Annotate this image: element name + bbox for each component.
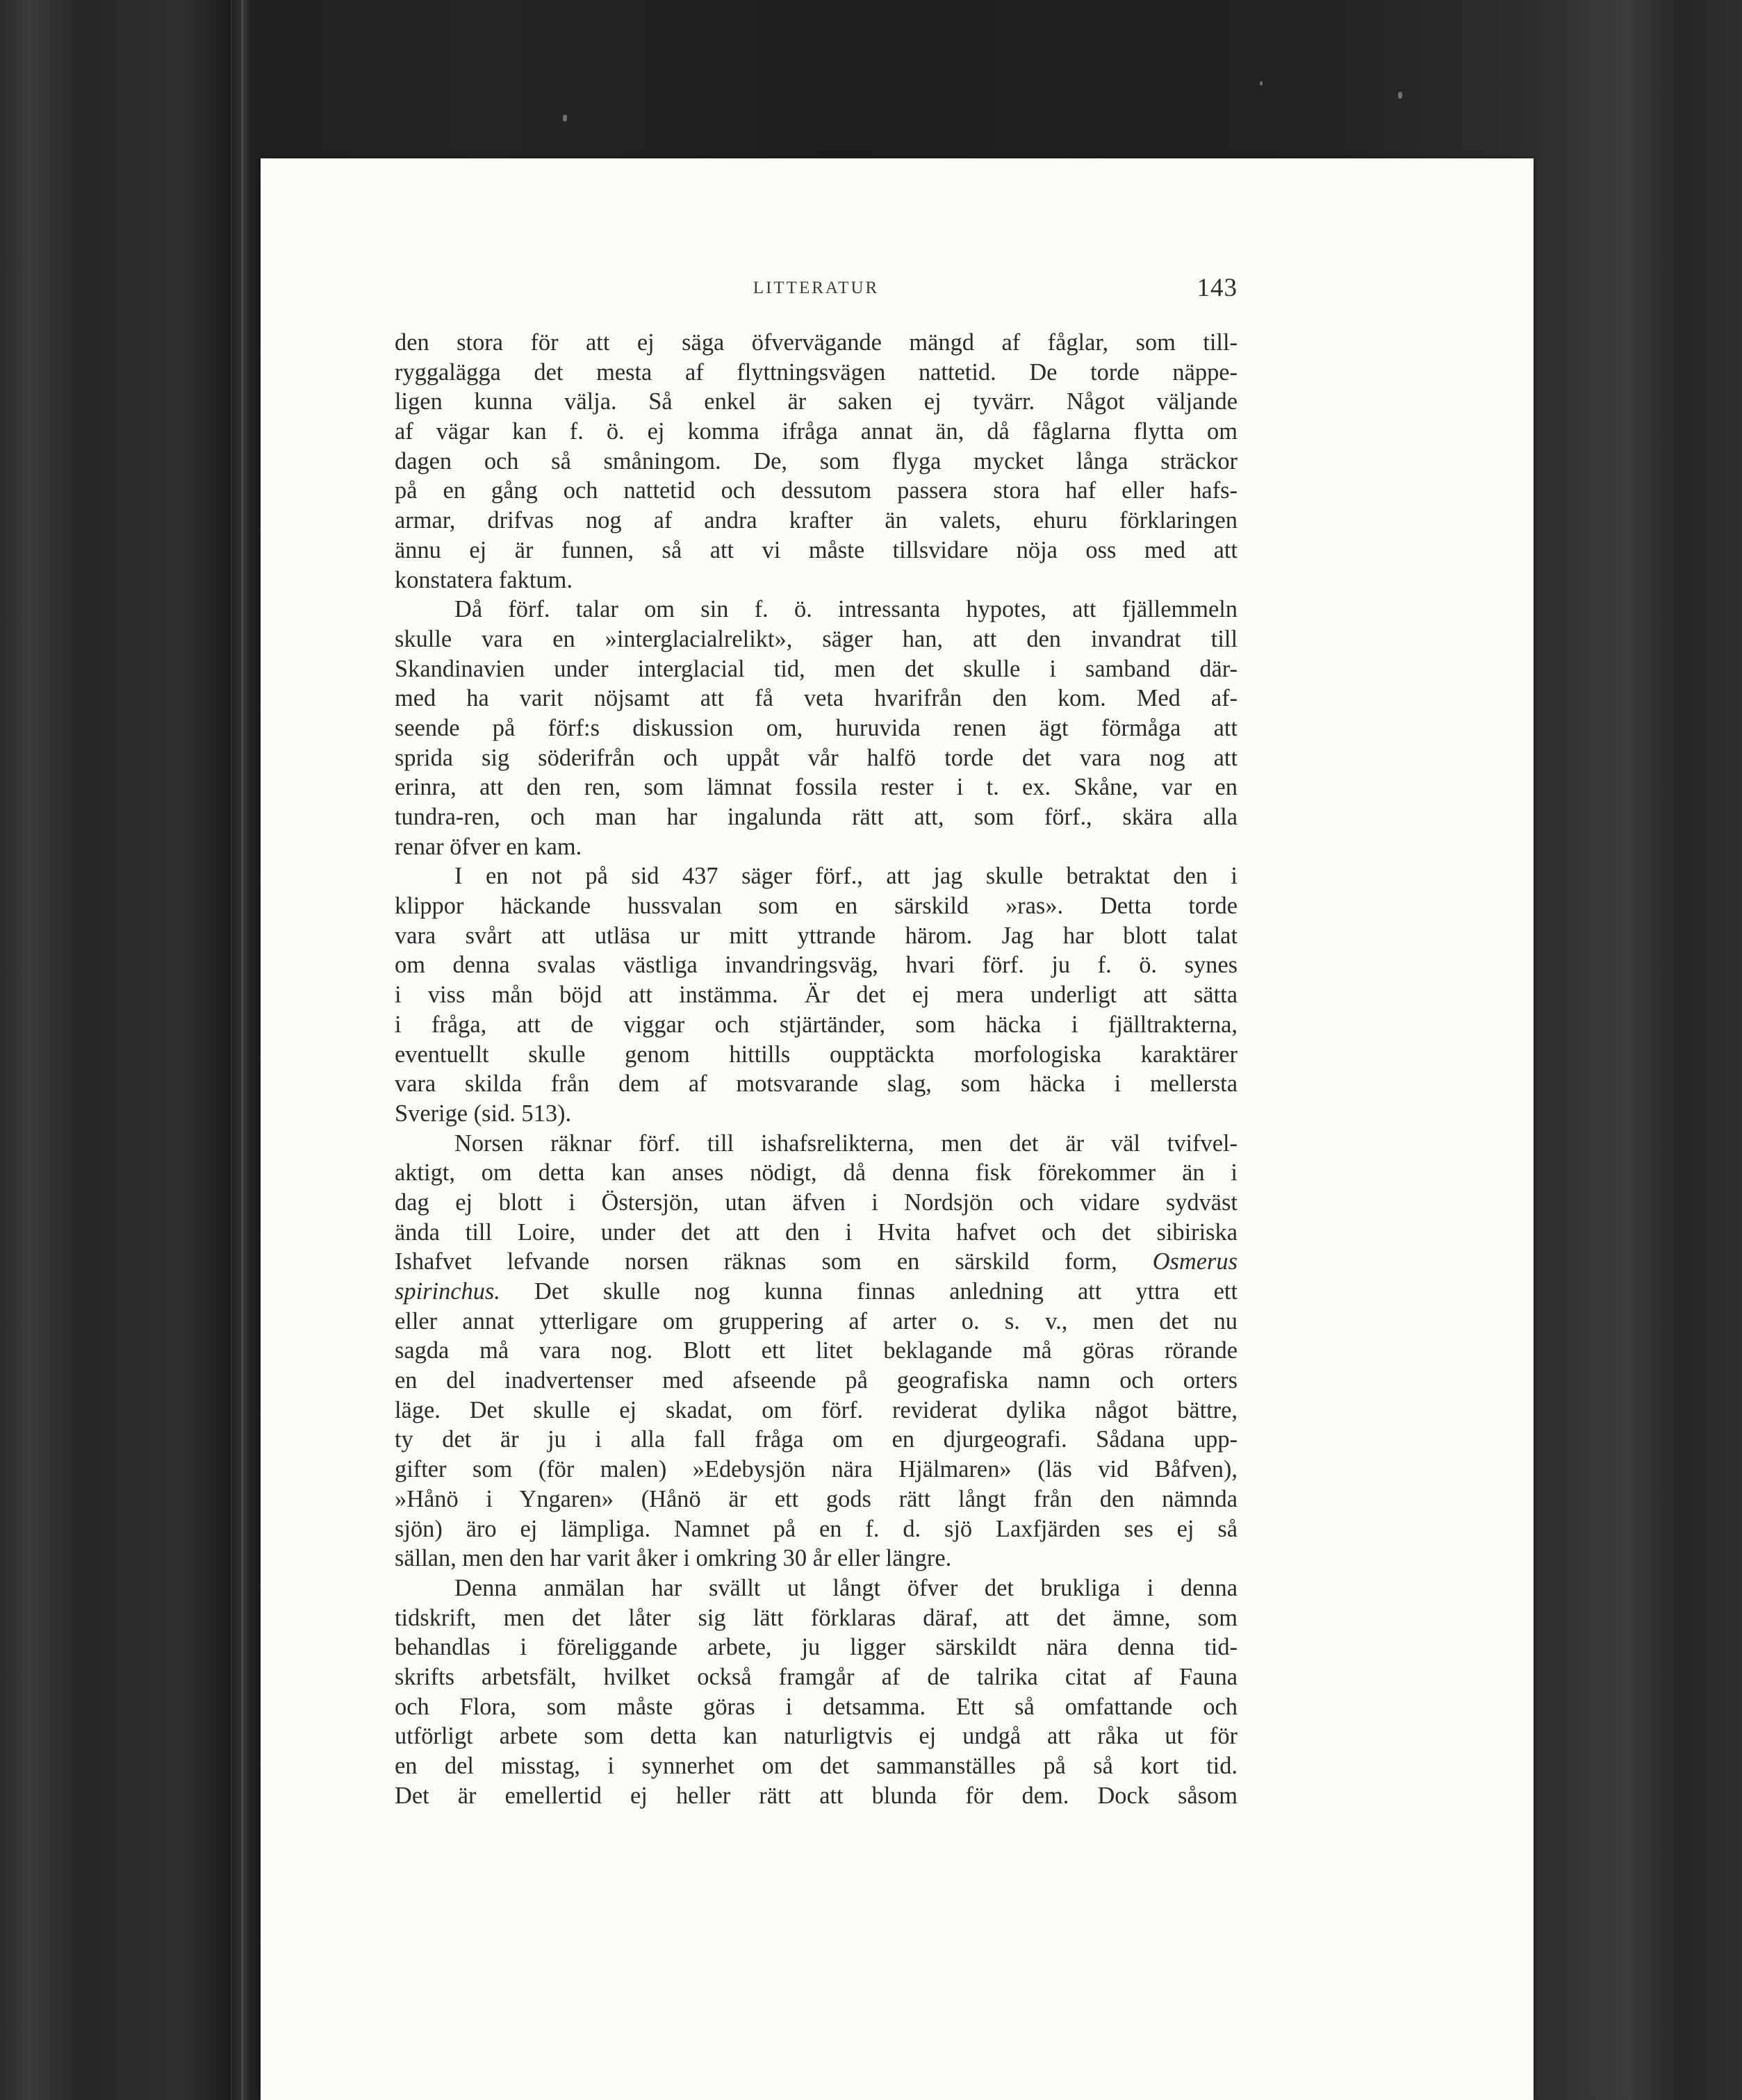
- text-line: [395, 1366, 1238, 1396]
- line-text: Det är emellertid ej heller rätt att blunda för dem. Dock såsom: [395, 1782, 1238, 1809]
- text-line: [395, 625, 1238, 654]
- line-text: gifter som (för malen) »Edebysjön nära Hjälmaren» (läs vid Båfven),: [395, 1456, 1238, 1483]
- line-text: i viss mån böjd att instämma. Är det ej mera underligt att sätta: [395, 982, 1238, 1009]
- text-line: [395, 684, 1238, 713]
- line-text: dagen och så småningom. De, som flyga mycket långa sträckor: [395, 447, 1238, 474]
- text-line: [395, 1632, 1238, 1662]
- text-line: [395, 1069, 1238, 1099]
- text-line: [395, 1188, 1238, 1218]
- text-line: [395, 1158, 1238, 1188]
- text-line: [395, 921, 1238, 951]
- line-text: eventuellt skulle genom hittills oupptäckta morfologiska karaktärer: [395, 1041, 1238, 1068]
- line-text: en del inadvertenser med afseende på geografiska namn och orters: [395, 1367, 1238, 1394]
- text-line: [395, 1099, 1238, 1129]
- scan-speck: [1260, 81, 1263, 85]
- line-text: af vägar kan f. ö. ej komma ifråga annat än, då fåglarna flytta om: [395, 418, 1238, 445]
- text-line: [395, 1277, 1238, 1307]
- text-line: [395, 417, 1238, 447]
- line-text: Denna anmälan har svällt ut långt öfver det brukliga i denna: [454, 1574, 1238, 1601]
- running-head-title: LITTERATUR: [753, 279, 880, 297]
- line-text: Det skulle nog kunna finnas anledning att yttra ett: [500, 1278, 1238, 1305]
- text-line: [395, 476, 1238, 506]
- line-text: aktigt, om detta kan anses nödigt, då denna fisk förekommer än i: [395, 1159, 1238, 1187]
- text-line: [395, 358, 1238, 388]
- text-line: [395, 861, 1238, 891]
- text-line: [395, 1485, 1238, 1514]
- line-text: Norsen räknar förf. till ishafsrelikterna, men det är väl tvifvel-: [454, 1130, 1238, 1157]
- document-page: [261, 158, 1534, 2100]
- text-line: [395, 1721, 1238, 1751]
- text-line: [395, 713, 1238, 743]
- italic-text: spirinchus.: [395, 1278, 500, 1305]
- scan-edge-line: [241, 0, 243, 2100]
- line-text: sagda må vara nog. Blott ett litet beklagande må göras rörande: [395, 1337, 1238, 1364]
- line-text: ligen kunna välja. Så enkel är saken ej tyvärr. Något väljande: [395, 388, 1238, 415]
- line-text: vara skilda från dem af motsvarande slag, som häcka i mellersta: [395, 1070, 1238, 1098]
- line-text: tundra-ren, och man har ingalunda rätt att, som förf., skära alla: [395, 804, 1238, 830]
- text-line: [395, 950, 1238, 980]
- line-text: erinra, att den ren, som lämnat fossila rester i t. ex. Skåne, var en: [395, 774, 1238, 801]
- text-line: [395, 654, 1238, 684]
- line-text: med ha varit nöjsamt att få veta hvarifrån den kom. Med af-: [395, 685, 1238, 712]
- line-text: klippor häckande hussvalan som en särskild »ras». Detta torde: [395, 893, 1238, 920]
- text-line: [395, 1692, 1238, 1722]
- line-text: den stora för att ej säga öfvervägande mängd af fåglar, som till-: [395, 329, 1238, 356]
- text-line: [395, 595, 1238, 625]
- text-line: [395, 1781, 1238, 1811]
- line-text: skrifts arbetsfält, hvilket också framgår af de talrika citat af Fauna: [395, 1663, 1238, 1690]
- text-line: [395, 832, 1238, 862]
- line-text: ända till Loire, under det att den i Hvita hafvet och det sibiriska: [395, 1218, 1238, 1246]
- text-line: [395, 1336, 1238, 1366]
- line-text: behandlas i föreliggande arbete, ju ligger särskildt nära denna tid-: [395, 1634, 1238, 1661]
- text-line: [395, 328, 1238, 358]
- line-text: Sverige (sid. 513).: [395, 1100, 572, 1127]
- line-text: tidskrift, men det låter sig lätt förklaras däraf, att det ämne, som: [395, 1604, 1238, 1631]
- text-line: [395, 772, 1238, 802]
- line-text: Skandinavien under interglacial tid, men det skulle i samband där-: [395, 655, 1238, 682]
- text-line: [395, 447, 1238, 477]
- line-text: Då förf. talar om sin f. ö. intressanta hypotes, att fjällemmeln: [454, 596, 1238, 623]
- line-text: konstatera faktum.: [395, 566, 573, 593]
- line-text: I en not på sid 437 säger förf., att jag skulle betraktat den i: [454, 863, 1238, 890]
- text-line: [395, 1247, 1238, 1277]
- line-text: eller annat ytterligare om gruppering af arter o. s. v., men det nu: [395, 1307, 1238, 1334]
- scan-speck: [563, 115, 567, 122]
- text-line: [395, 1307, 1238, 1337]
- text-line: [395, 891, 1238, 921]
- line-text: sjön) äro ej lämpliga. Namnet på en f. d. sjö Laxfjärden ses ej så: [395, 1515, 1238, 1542]
- text-line: [395, 506, 1238, 536]
- line-text: seende på förf:s diskussion om, huruvida renen ägt förmåga att: [395, 714, 1238, 741]
- text-line: [395, 1662, 1238, 1692]
- text-line: [395, 1040, 1238, 1070]
- text-line: [395, 1455, 1238, 1485]
- text-line: [395, 1573, 1238, 1603]
- line-text: och Flora, som måste göras i detsamma. Ett så omfattande och: [395, 1693, 1238, 1720]
- text-line: [395, 1603, 1238, 1633]
- line-text: ty det är ju i alla fall fråga om en djurgeografi. Sådana upp-: [395, 1426, 1238, 1453]
- line-text: på en gång och nattetid och dessutom passera stora haf eller hafs-: [395, 477, 1238, 504]
- line-text: skulle vara en »interglacialrelikt», säger han, att den invandrat till: [395, 625, 1238, 652]
- scan-edge-line: [231, 0, 232, 2100]
- text-line: [395, 1751, 1238, 1781]
- line-text: ännu ej är funnen, så att vi måste tillsvidare nöja oss med att: [395, 536, 1238, 563]
- text-line: [395, 802, 1238, 832]
- text-line: [395, 980, 1238, 1010]
- line-text: en del misstag, i synnerhet om det sammanställes på så kort tid.: [395, 1753, 1238, 1779]
- line-text: utförligt arbete som detta kan naturligtvis ej undgå att råka ut för: [395, 1723, 1238, 1750]
- line-text: läge. Det skulle ej skadat, om förf. reviderat dylika något bättre,: [395, 1396, 1238, 1423]
- text-line: [395, 1396, 1238, 1425]
- scan-speck: [1398, 92, 1402, 99]
- line-text: dag ej blott i Östersjön, utan äfven i Nordsjön och vidare sydväst: [395, 1189, 1238, 1216]
- text-line: [395, 1544, 1238, 1573]
- text-line: [395, 565, 1238, 595]
- line-text: Ishafvet lefvande norsen räknas som en särskild form,: [395, 1248, 1153, 1275]
- text-line: [395, 743, 1238, 773]
- text-line: [395, 1218, 1238, 1248]
- line-text: sällan, men den har varit åker i omkring 30 år eller längre.: [395, 1545, 952, 1572]
- line-text: »Hånö i Yngaren» (Hånö är ett gods rätt långt från den nämnda: [395, 1485, 1238, 1512]
- text-line: [395, 1010, 1238, 1040]
- running-head: [395, 273, 1238, 315]
- italic-text: Osmerus: [1152, 1248, 1238, 1275]
- body-text: [395, 328, 1238, 1810]
- text-line: [395, 1514, 1238, 1544]
- text-line: [395, 536, 1238, 565]
- text-line: [395, 1425, 1238, 1455]
- text-line: [395, 387, 1238, 417]
- line-text: sprida sig söderifrån och uppåt vår halfö torde det vara nog att: [395, 744, 1238, 771]
- text-line: [395, 1129, 1238, 1159]
- line-text: renar öfver en kam.: [395, 833, 582, 860]
- line-text: i fråga, att de viggar och stjärtänder, som häcka i fjälltrakterna,: [395, 1011, 1238, 1038]
- page-number: 143: [1197, 274, 1238, 302]
- line-text: vara svårt att utläsa ur mitt yttrande härom. Jag har blott talat: [395, 922, 1238, 949]
- line-text: armar, drifvas nog af andra krafter än valets, ehuru förklaringen: [395, 507, 1238, 534]
- line-text: ryggalägga det mesta af flyttningsvägen nattetid. De torde näppe-: [395, 358, 1238, 386]
- line-text: om denna svalas västliga invandringsväg, hvari förf. ju f. ö. synes: [395, 952, 1238, 979]
